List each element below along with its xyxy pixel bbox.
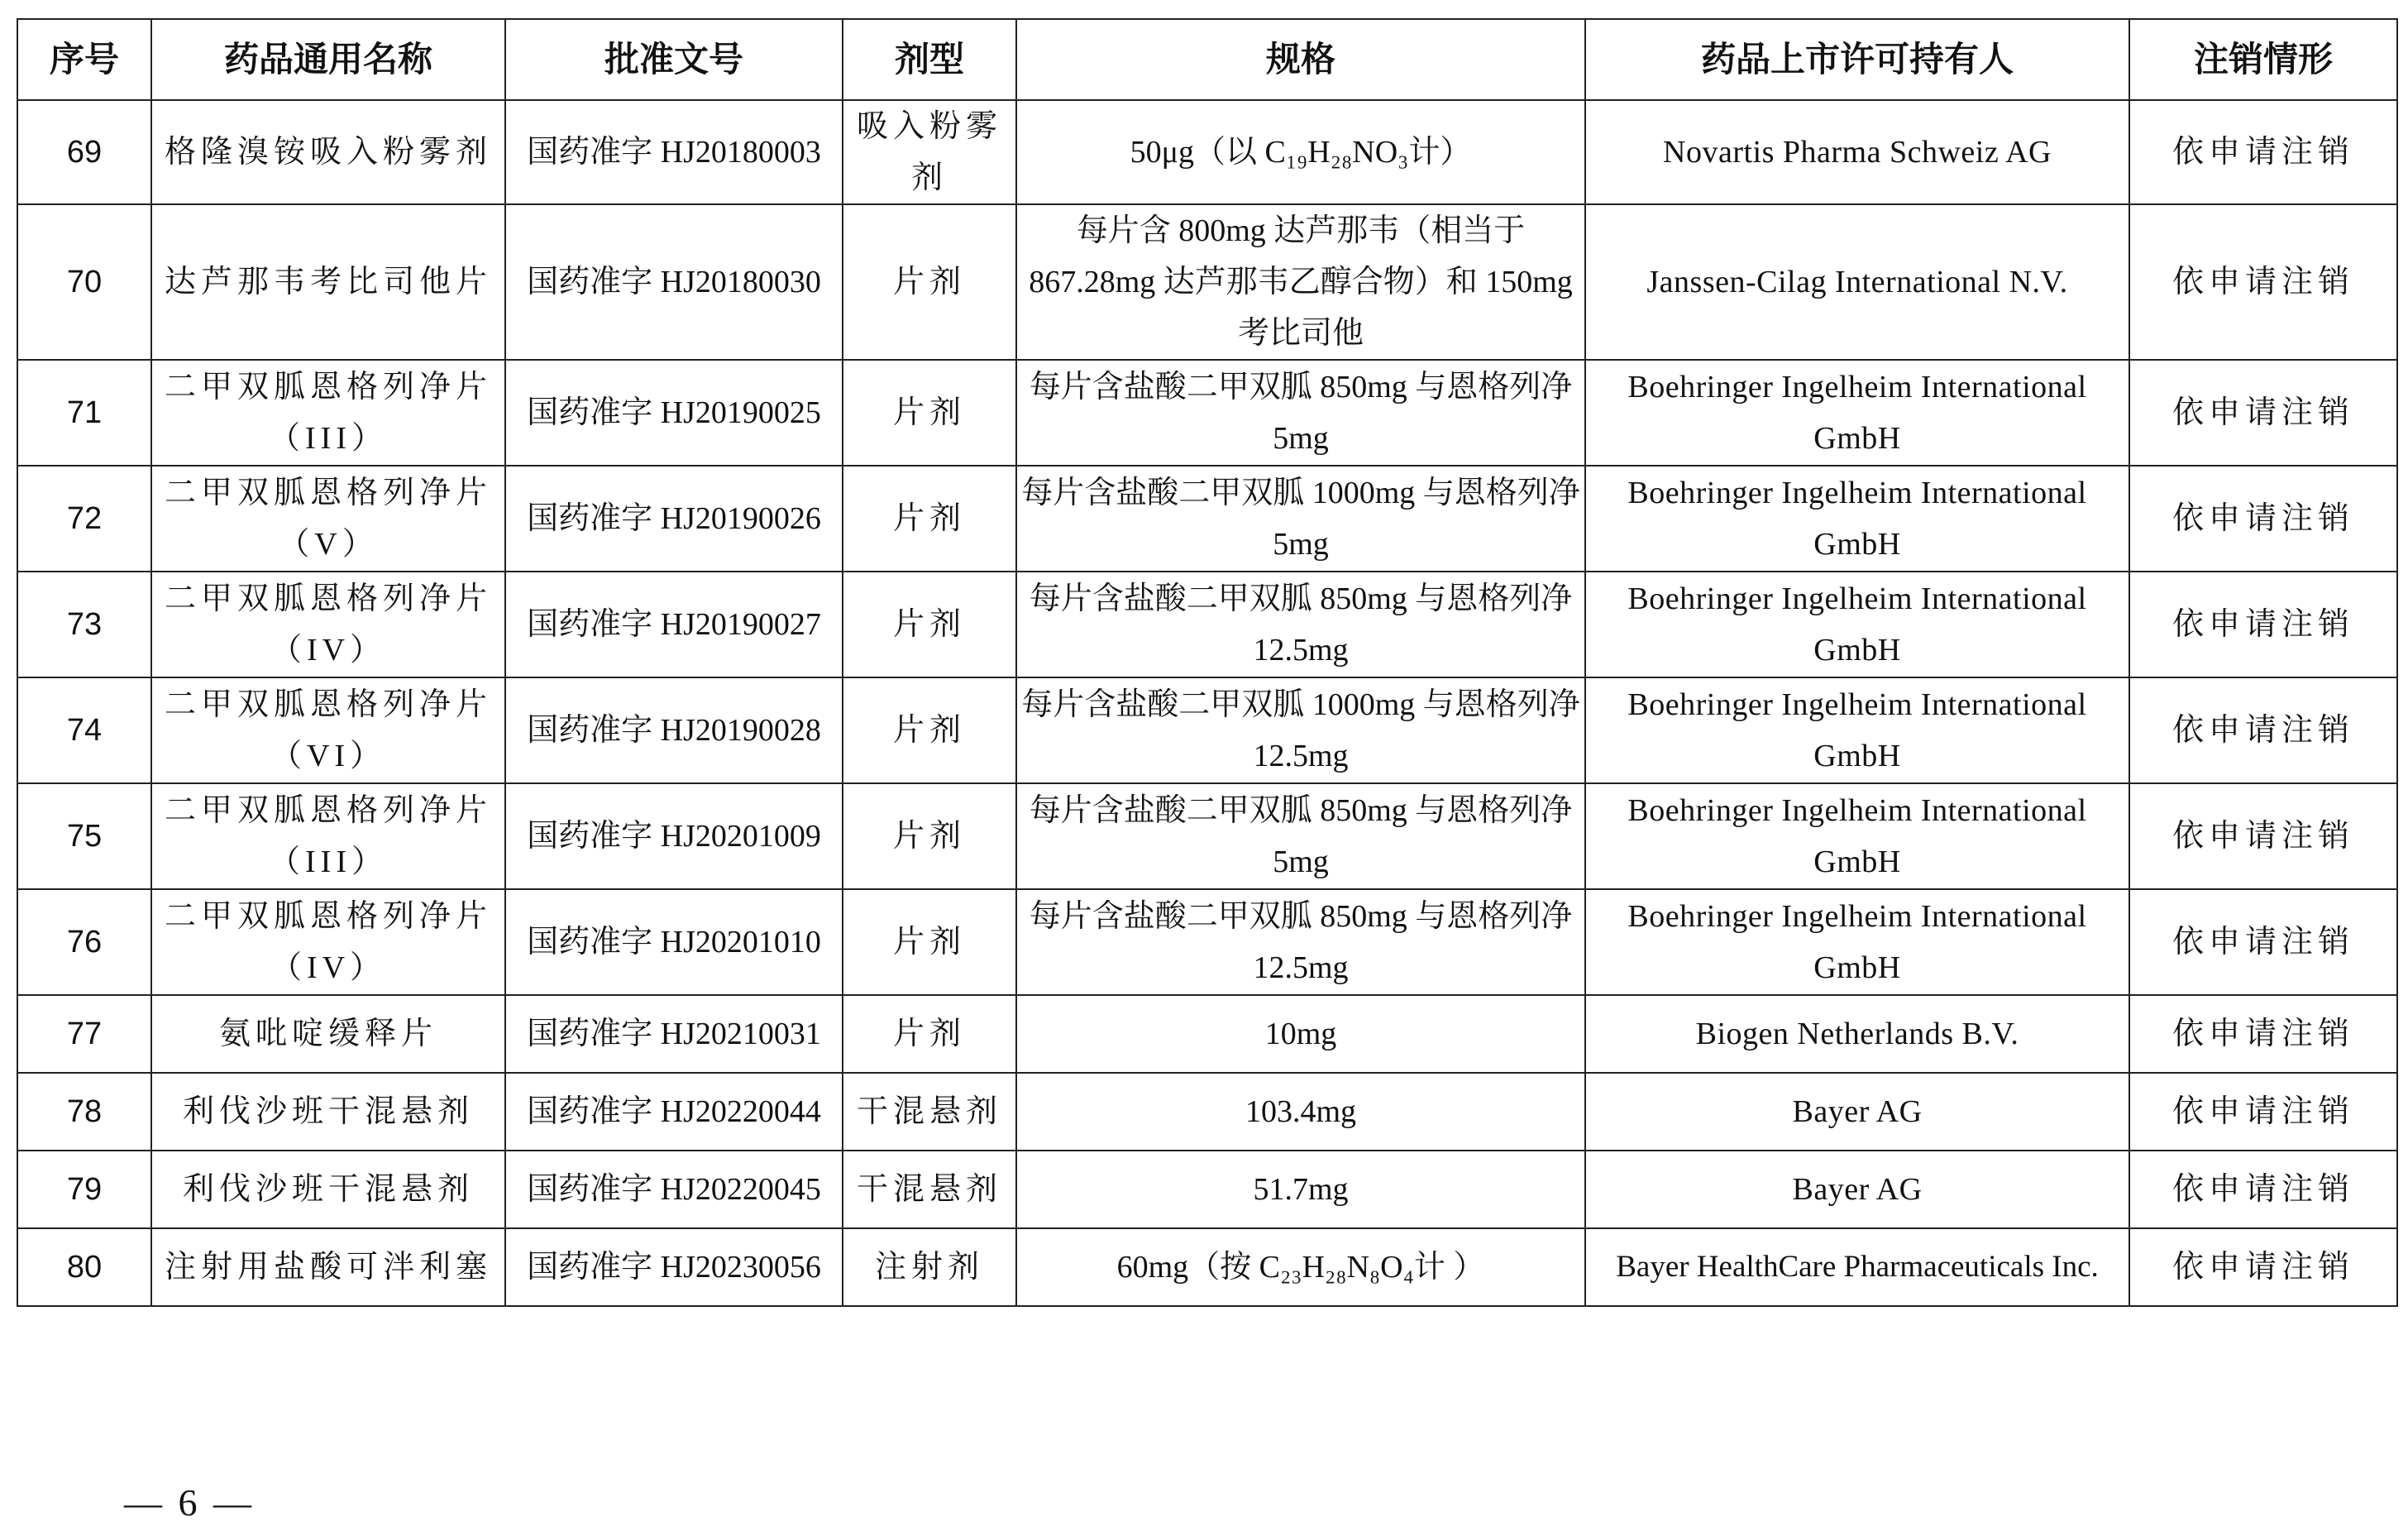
cell-drug-name: 二甲双胍恩格列净片（IV） bbox=[151, 572, 505, 677]
cell-serial-no: 80 bbox=[17, 1228, 151, 1306]
cell-cancellation-status: 依申请注销 bbox=[2129, 783, 2397, 889]
cell-drug-name: 利伐沙班干混悬剂 bbox=[151, 1151, 505, 1228]
cell-specification: 每片含盐酸二甲双胍 850mg 与恩格列净 12.5mg bbox=[1016, 572, 1585, 677]
cell-drug-name: 二甲双胍恩格列净片（V） bbox=[151, 466, 505, 572]
cell-license-holder: Novartis Pharma Schweiz AG bbox=[1585, 100, 2129, 204]
cell-serial-no: 79 bbox=[17, 1151, 151, 1228]
cell-license-holder: Boehringer Ingelheim International GmbH bbox=[1585, 572, 2129, 677]
cell-cancellation-status: 依申请注销 bbox=[2129, 572, 2397, 677]
cell-license-holder: Boehringer Ingelheim International GmbH bbox=[1585, 677, 2129, 783]
cell-dosage-form: 片剂 bbox=[843, 360, 1016, 466]
cell-specification: 每片含盐酸二甲双胍 1000mg 与恩格列净 12.5mg bbox=[1016, 677, 1585, 783]
table-row bbox=[17, 466, 2397, 572]
cell-specification: 60mg（按 C₂₃H₂₈N₈O₄计 ） bbox=[1016, 1228, 1585, 1306]
cell-approval-number: 国药准字 HJ20190025 bbox=[505, 360, 843, 466]
cell-serial-no: 76 bbox=[17, 889, 151, 995]
cell-drug-name: 氨吡啶缓释片 bbox=[151, 995, 505, 1073]
cell-license-holder: Biogen Netherlands B.V. bbox=[1585, 995, 2129, 1073]
cell-cancellation-status: 依申请注销 bbox=[2129, 360, 2397, 466]
cell-serial-no: 75 bbox=[17, 783, 151, 889]
cell-approval-number: 国药准字 HJ20220045 bbox=[505, 1151, 843, 1228]
cell-cancellation-status: 依申请注销 bbox=[2129, 466, 2397, 572]
cell-serial-no: 74 bbox=[17, 677, 151, 783]
cell-approval-number: 国药准字 HJ20201009 bbox=[505, 783, 843, 889]
table-row bbox=[17, 360, 2397, 466]
cell-license-holder: Bayer AG bbox=[1585, 1073, 2129, 1151]
cell-approval-number: 国药准字 HJ20190026 bbox=[505, 466, 843, 572]
page-number: — 6 — bbox=[124, 1481, 255, 1524]
cell-approval-number: 国药准字 HJ20190027 bbox=[505, 572, 843, 677]
cell-dosage-form: 片剂 bbox=[843, 572, 1016, 677]
cell-cancellation-status: 依申请注销 bbox=[2129, 677, 2397, 783]
cell-drug-name: 达芦那韦考比司他片 bbox=[151, 204, 505, 360]
cell-specification: 每片含盐酸二甲双胍 1000mg 与恩格列净 5mg bbox=[1016, 466, 1585, 572]
table-row bbox=[17, 889, 2397, 995]
table-row bbox=[17, 1228, 2397, 1306]
cell-license-holder: Bayer HealthCare Pharmaceuticals Inc. bbox=[1585, 1228, 2129, 1306]
cell-drug-name: 格隆溴铵吸入粉雾剂 bbox=[151, 100, 505, 204]
table-row bbox=[17, 995, 2397, 1073]
cell-cancellation-status: 依申请注销 bbox=[2129, 204, 2397, 360]
cell-drug-name: 利伐沙班干混悬剂 bbox=[151, 1073, 505, 1151]
header-dosage-form: 剂型 bbox=[843, 19, 1016, 100]
drug-cancellation-table bbox=[17, 18, 2398, 1307]
cell-dosage-form: 干混悬剂 bbox=[843, 1151, 1016, 1228]
cell-dosage-form: 片剂 bbox=[843, 889, 1016, 995]
cell-dosage-form: 片剂 bbox=[843, 466, 1016, 572]
cell-dosage-form: 干混悬剂 bbox=[843, 1073, 1016, 1151]
table-row bbox=[17, 204, 2397, 360]
cell-specification: 50μg（以 C₁₉H₂₈NO₃计） bbox=[1016, 100, 1585, 204]
cell-drug-name: 二甲双胍恩格列净片（VI） bbox=[151, 677, 505, 783]
table-header-row bbox=[17, 19, 2397, 100]
cell-drug-name: 二甲双胍恩格列净片（IV） bbox=[151, 889, 505, 995]
header-serial-no: 序号 bbox=[17, 19, 151, 100]
cell-license-holder: Boehringer Ingelheim International GmbH bbox=[1585, 889, 2129, 995]
cell-specification: 103.4mg bbox=[1016, 1073, 1585, 1151]
cell-specification: 每片含盐酸二甲双胍 850mg 与恩格列净 5mg bbox=[1016, 783, 1585, 889]
cell-cancellation-status: 依申请注销 bbox=[2129, 100, 2397, 204]
header-approval-number: 批准文号 bbox=[505, 19, 843, 100]
table-row bbox=[17, 1073, 2397, 1151]
cell-dosage-form: 片剂 bbox=[843, 204, 1016, 360]
cell-specification: 每片含 800mg 达芦那韦（相当于 867.28mg 达芦那韦乙醇合物）和 150mg 考比司他 bbox=[1016, 204, 1585, 360]
header-license-holder: 药品上市许可持有人 bbox=[1585, 19, 2129, 100]
cell-dosage-form: 吸入粉雾剂 bbox=[843, 100, 1016, 204]
cell-approval-number: 国药准字 HJ20190028 bbox=[505, 677, 843, 783]
cell-license-holder: Boehringer Ingelheim International GmbH bbox=[1585, 466, 2129, 572]
cell-specification: 每片含盐酸二甲双胍 850mg 与恩格列净 12.5mg bbox=[1016, 889, 1585, 995]
header-cancellation-status: 注销情形 bbox=[2129, 19, 2397, 100]
cell-cancellation-status: 依申请注销 bbox=[2129, 1073, 2397, 1151]
cell-license-holder: Bayer AG bbox=[1585, 1151, 2129, 1228]
cell-dosage-form: 注射剂 bbox=[843, 1228, 1016, 1306]
cell-approval-number: 国药准字 HJ20180030 bbox=[505, 204, 843, 360]
cell-cancellation-status: 依申请注销 bbox=[2129, 889, 2397, 995]
cell-drug-name: 二甲双胍恩格列净片（III） bbox=[151, 360, 505, 466]
cell-approval-number: 国药准字 HJ20220044 bbox=[505, 1073, 843, 1151]
cell-approval-number: 国药准字 HJ20180003 bbox=[505, 100, 843, 204]
cell-license-holder: Janssen-Cilag International N.V. bbox=[1585, 204, 2129, 360]
cell-serial-no: 71 bbox=[17, 360, 151, 466]
cell-serial-no: 70 bbox=[17, 204, 151, 360]
cell-serial-no: 72 bbox=[17, 466, 151, 572]
cell-cancellation-status: 依申请注销 bbox=[2129, 1228, 2397, 1306]
table-row bbox=[17, 572, 2397, 677]
cell-approval-number: 国药准字 HJ20230056 bbox=[505, 1228, 843, 1306]
cell-specification: 51.7mg bbox=[1016, 1151, 1585, 1228]
cell-license-holder: Boehringer Ingelheim International GmbH bbox=[1585, 360, 2129, 466]
cell-specification: 每片含盐酸二甲双胍 850mg 与恩格列净 5mg bbox=[1016, 360, 1585, 466]
cell-drug-name: 注射用盐酸可泮利塞 bbox=[151, 1228, 505, 1306]
cell-cancellation-status: 依申请注销 bbox=[2129, 995, 2397, 1073]
cell-license-holder: Boehringer Ingelheim International GmbH bbox=[1585, 783, 2129, 889]
table-row bbox=[17, 677, 2397, 783]
cell-serial-no: 69 bbox=[17, 100, 151, 204]
cell-approval-number: 国药准字 HJ20201010 bbox=[505, 889, 843, 995]
cell-serial-no: 78 bbox=[17, 1073, 151, 1151]
cell-dosage-form: 片剂 bbox=[843, 677, 1016, 783]
cell-dosage-form: 片剂 bbox=[843, 995, 1016, 1073]
cell-cancellation-status: 依申请注销 bbox=[2129, 1151, 2397, 1228]
header-drug-name: 药品通用名称 bbox=[151, 19, 505, 100]
table-row bbox=[17, 100, 2397, 204]
table-row bbox=[17, 783, 2397, 889]
cell-serial-no: 73 bbox=[17, 572, 151, 677]
cell-drug-name: 二甲双胍恩格列净片（III） bbox=[151, 783, 505, 889]
cell-dosage-form: 片剂 bbox=[843, 783, 1016, 889]
header-specification: 规格 bbox=[1016, 19, 1585, 100]
cell-specification: 10mg bbox=[1016, 995, 1585, 1073]
table-row bbox=[17, 1151, 2397, 1228]
cell-serial-no: 77 bbox=[17, 995, 151, 1073]
cell-approval-number: 国药准字 HJ20210031 bbox=[505, 995, 843, 1073]
